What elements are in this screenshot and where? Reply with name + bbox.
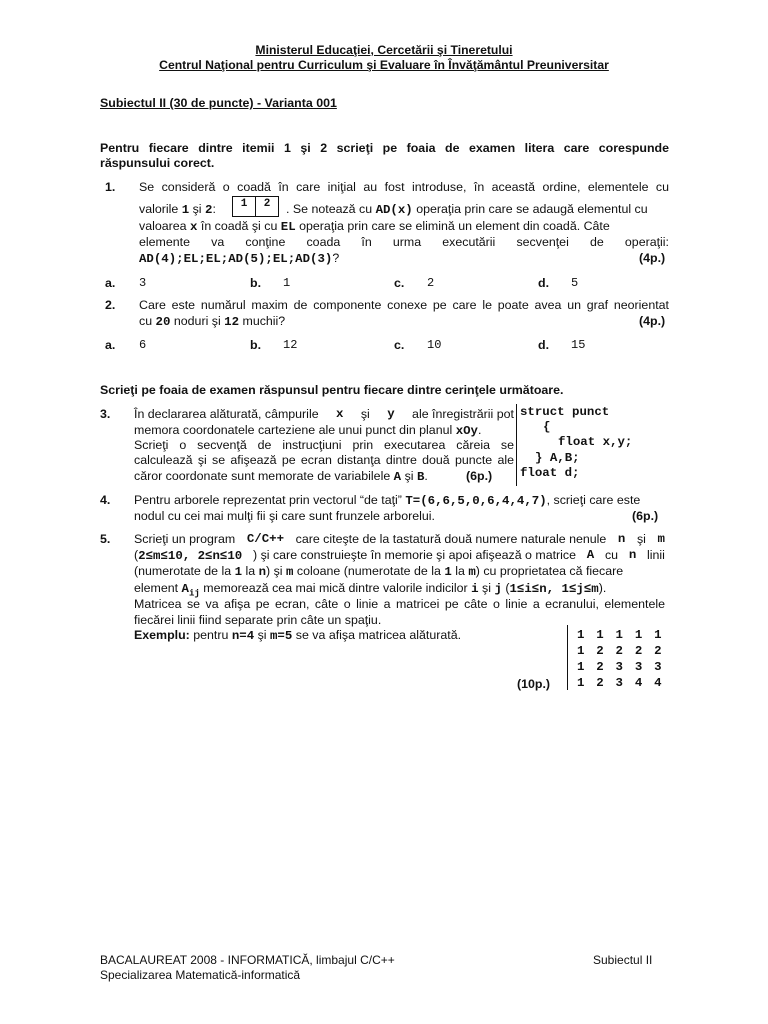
q4-number: 4. — [100, 493, 111, 507]
footer-subject: Subiectul II — [593, 953, 653, 967]
footer-specialization: Specializarea Matematică-informatică — [100, 968, 301, 982]
q2-option-b-value: 12 — [283, 338, 298, 352]
q4-line2: nodul cu cei mai mulţi fii şi care sunt frunzele arborelui. — [134, 509, 435, 523]
q1-option-d-letter: d. — [538, 276, 550, 290]
q1-points: (4p.) — [639, 251, 666, 265]
matrix-row: 1 2 3 3 3 — [577, 660, 664, 674]
q2-line1: Care este numărul maxim de componente conexe pe care le poate avea un graf neorientat — [139, 298, 669, 312]
q1-line2: valorile 1 şi 2: — [139, 202, 216, 217]
q5-line6: fiecărei linii fiind separate prin câte un spaţiu. — [134, 613, 382, 627]
q3-points: (6p.) — [466, 469, 493, 483]
q1-option-b-value: 1 — [283, 276, 291, 290]
q2-option-c-letter: c. — [394, 338, 405, 352]
q3-line4: calculează şi se afişează pe ecran distanţa dintre două puncte ale — [134, 453, 514, 467]
q1-option-a-value: 3 — [139, 276, 147, 290]
example-matrix — [577, 627, 664, 691]
q2-option-b-letter: b. — [250, 338, 262, 352]
q1-line3: valoarea x în coadă şi cu EL operaţia prin care se elimină un element din coadă. Câte — [139, 219, 610, 234]
q5-line1: Scrieţi un program C/C++ care citeşte de la tastatură două numere naturale nenule n şi m — [134, 532, 665, 546]
ministry-title: Ministerul Educaţiei, Cercetării şi Tineretului — [255, 43, 513, 57]
q3-number: 3. — [100, 407, 111, 421]
q2-option-c-value: 10 — [427, 338, 442, 352]
q1-sequence: AD(4);EL;EL;AD(5);EL;AD(3)? — [139, 251, 340, 266]
q1-option-c-value: 2 — [427, 276, 435, 290]
q1-line4: elemente va conţine coada în urma executării secvenţei de operaţii: — [139, 235, 669, 249]
q1-line2-cont: . Se notează cu AD(x) operaţia prin care se adaugă elementul cu — [286, 202, 648, 217]
q1-line1: Se consideră o coadă în care iniţial au fost introduse, în această ordine, elementele cu — [139, 180, 669, 194]
q5-line3: (numerotate de la 1 la n) şi m coloane (numerotate de la 1 la m) cu proprietatea că fiecare — [134, 564, 624, 579]
code-line: { — [543, 420, 551, 435]
q2-points: (4p.) — [639, 314, 666, 328]
q1-option-a-letter: a. — [105, 276, 116, 290]
q1-option-d-value: 5 — [571, 276, 579, 290]
code-line: } A,B; — [535, 450, 580, 465]
q3-line1: În declararea alăturată, câmpurile x şi y ale înregistrării pot — [134, 407, 514, 421]
q5-line5: Matricea se va afişa pe ecran, câte o linie a matricei pe câte o linie a ecranului, elementele — [134, 597, 665, 611]
q4-line1: Pentru arborele reprezentat prin vectorul “de taţi” T=(6,6,5,0,6,4,4,7), scrieţi care este — [134, 493, 641, 508]
q1-number: 1. — [105, 180, 116, 194]
q5-number: 5. — [100, 532, 111, 546]
section1-instruction: Pentru fiecare dintre itemii 1 şi 2 scrieţi pe foaia de examen litera care corespunde — [100, 141, 669, 155]
section1-instruction-cont: răspunsului corect. — [100, 156, 215, 170]
q2-option-a-value: 6 — [139, 338, 147, 352]
matrix-row: 1 2 3 4 4 — [577, 676, 664, 690]
q3-line2: memora coordonatele carteziene ale unui punct din planul xOy. — [134, 423, 482, 438]
q2-option-a-letter: a. — [105, 338, 116, 352]
section2-instruction: Scrieţi pe foaia de examen răspunsul pentru fiecare dintre cerinţele următoare. — [100, 383, 564, 397]
q2-line2: cu 20 noduri şi 12 muchii? — [139, 314, 286, 329]
queue-cell: 1 — [233, 197, 256, 216]
matrix-border — [567, 625, 568, 690]
q5-example: Exemplu: pentru n=4 şi m=5 se va afişa matricea alăturată. — [134, 628, 462, 643]
q5-line2: (2≤m≤10, 2≤n≤10 ) şi care construieşte în memorie şi apoi afişează o matrice A cu n linii — [134, 548, 665, 563]
queue-diagram — [232, 196, 279, 217]
q2-number: 2. — [105, 298, 116, 312]
code-line: float d; — [520, 465, 580, 480]
q1-option-c-letter: c. — [394, 276, 405, 290]
q5-line4: element $A_{ij}$ memorează cea mai mică dintre valorile indicilor i şi j (1≤i≤n, 1≤j≤m). — [134, 581, 607, 599]
q1-option-b-letter: b. — [250, 276, 262, 290]
center-title: Centrul Naţional pentru Curriculum şi Evaluare în Învăţământul Preuniversitar — [159, 58, 609, 72]
q3-divider — [516, 404, 517, 486]
q3-code-block — [520, 405, 632, 481]
code-line: struct punct — [520, 405, 610, 419]
q2-option-d-value: 15 — [571, 338, 586, 352]
q2-option-d-letter: d. — [538, 338, 550, 352]
q3-line3: Scrieţi o secvenţă de instrucţiuni prin executarea căreia se — [134, 438, 514, 452]
matrix-row: 1 2 2 2 2 — [577, 644, 664, 658]
q5-points: (10p.) — [517, 677, 551, 691]
q3-line5: căror coordonate sunt memorate de variabilele A şi B. — [134, 469, 428, 484]
footer-exam: BACALAUREAT 2008 - INFORMATICĂ, limbajul C/C++ — [100, 953, 395, 967]
queue-cell: 2 — [263, 198, 271, 210]
code-line: float x,y; — [558, 435, 633, 450]
q4-points: (6p.) — [632, 509, 659, 523]
subject-title: Subiectul II (30 de puncte) - Varianta 001 — [100, 96, 337, 110]
matrix-row: 1 1 1 1 1 — [577, 628, 664, 642]
